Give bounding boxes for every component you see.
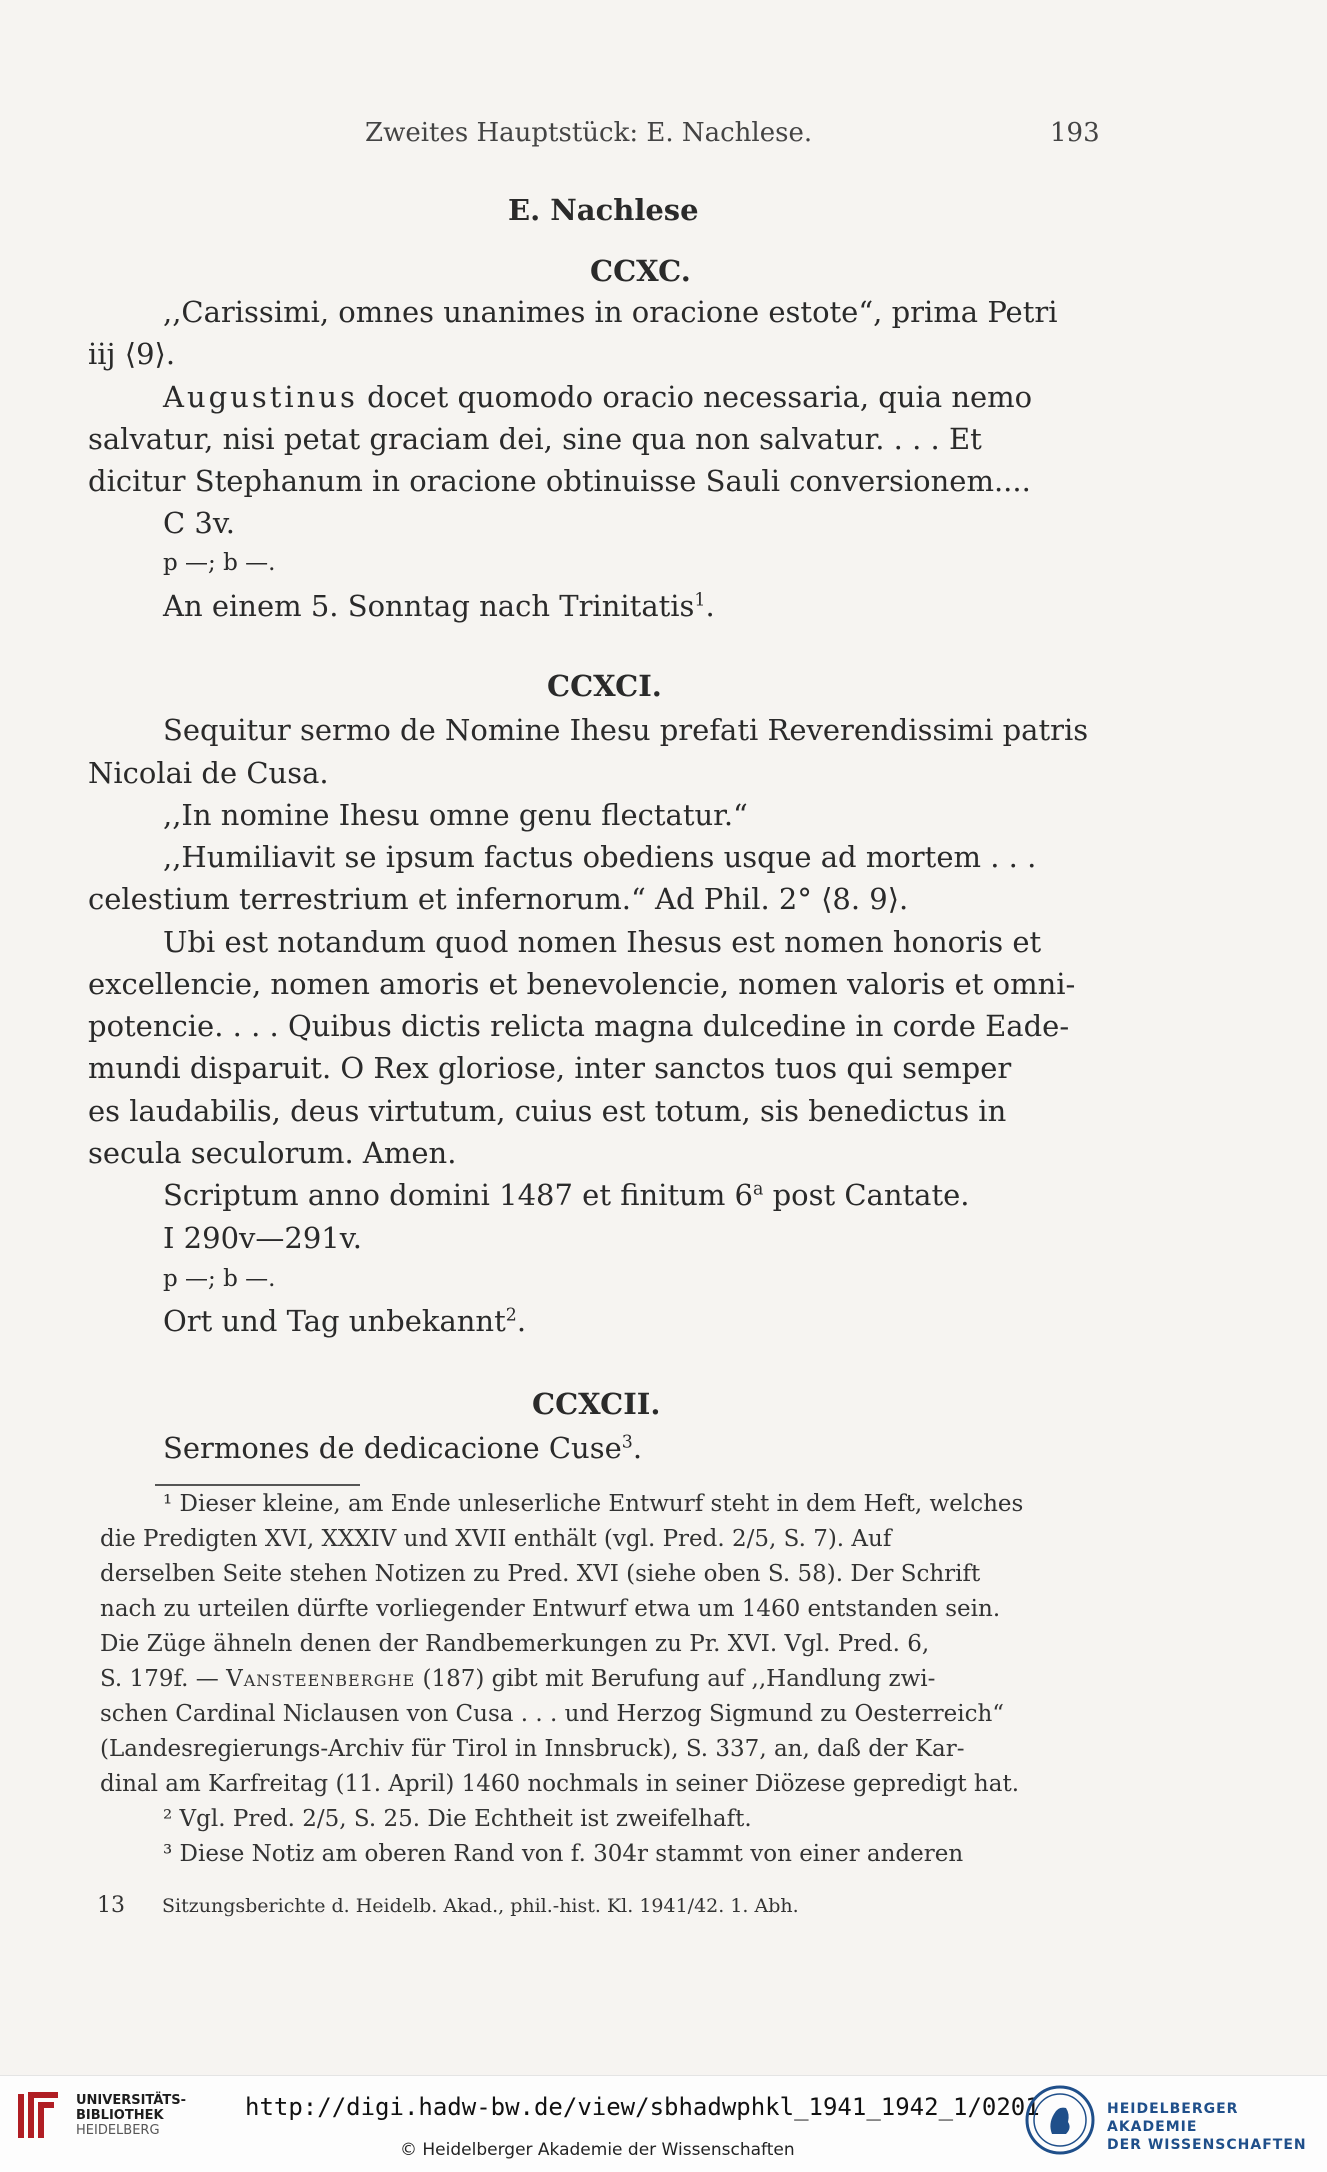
footnote-1-line: schen Cardinal Niclausen von Cusa . . . und Herzog Sigmund zu Oesterreich“ (100, 1701, 1005, 1727)
footnote-1-line: nach zu urteilen dürfte vorliegender Entwurf etwa um 1460 entstanden sein. (100, 1596, 1001, 1622)
sermon-291-date: Ort und Tag unbekannt$^2$. (163, 1304, 527, 1338)
author-name: Augustinus (163, 380, 358, 414)
sermon-291-line: ,,Humiliavit se ipsum factus obediens usque ad mortem . . . (163, 840, 1037, 874)
sermon-290-folio: C 3v. (163, 506, 236, 540)
sermon-291-line: Sequitur sermo de Nomine Ihesu prefati Reverendissimi patris (163, 713, 1089, 747)
footnote-1-line: S. 179f. — Vansteenberghe (187) gibt mit Berufung auf ,,Handlung zwi- (100, 1666, 936, 1692)
sermon-291-line: mundi disparuit. O Rex gloriose, inter sanctos tuos qui semper (88, 1051, 1012, 1085)
footnote-3: ³ Diese Notiz am oberen Rand von f. 304r stammt von einer anderen (163, 1841, 964, 1867)
footnote-1-line: ¹ Dieser kleine, am Ende unleserliche Entwurf steht in dem Heft, welches (163, 1491, 1024, 1517)
footnote-ref-2[interactable]: 2 (505, 1305, 517, 1326)
footnote-1-line: dinal am Karfreitag (11. April) 1460 nochmals in seiner Diözese gepredigt hat. (100, 1771, 1020, 1797)
footnote-2: ² Vgl. Pred. 2/5, S. 25. Die Echtheit ist zweifelhaft. (163, 1806, 752, 1832)
sermon-290-line: salvatur, nisi petat graciam dei, sine qua non salvatur. . . . Et (88, 422, 982, 456)
sermon-291-line: es laudabilis, deus virtutum, cuius est totum, sis benedictus in (88, 1094, 1007, 1128)
chapter-heading: E. Nachlese (508, 193, 699, 227)
sermon-290-date: An einem 5. Sonntag nach Trinitatis$^1$. (163, 589, 715, 623)
sermon-291-line: secula seculorum. Amen. (88, 1136, 457, 1170)
sermon-290-line: Augustinus docet quomodo oracio necessaria, quia nemo (163, 380, 1033, 414)
sermon-291-line: Nicolai de Cusa. (88, 756, 329, 790)
university-library-logo-icon[interactable] (14, 2086, 64, 2144)
sermon-291-line: celestium terrestrium et infernorum.“ Ad Phil. 2° ⟨8. 9⟩. (88, 882, 909, 916)
signature-number: 13 (97, 1893, 125, 1918)
academy-label: HEIDELBERGER AKADEMIE DER WISSENSCHAFTEN (1107, 2101, 1307, 2153)
academy-seal-icon[interactable] (1024, 2084, 1096, 2156)
sermon-291-folio: I 290v—291v. (163, 1221, 362, 1255)
cited-author: Vansteenberghe (226, 1666, 416, 1692)
sermon-291-line: ,,In nomine Ihesu omne genu flectatur.“ (163, 798, 748, 832)
running-head: Zweites Hauptstück: E. Nachlese. (365, 118, 813, 148)
sermon-290-line: iij ⟨9⟩. (88, 337, 176, 371)
footnote-1-line: Die Züge ähneln denen der Randbemerkungen zu Pr. XVI. Vgl. Pred. 6, (100, 1631, 930, 1657)
sermon-291-line: excellencie, nomen amoris et benevolencie, nomen valoris et omni- (88, 967, 1076, 1001)
footnote-divider (155, 1484, 360, 1486)
copyright-notice: © Heidelberger Akademie der Wissenschaften (400, 2140, 795, 2160)
footnote-ref-1[interactable]: 1 (694, 590, 706, 611)
sermon-292-title: CCXCII. (532, 1387, 661, 1421)
signature-text: Sitzungsberichte d. Heidelb. Akad., phil.-hist. Kl. 1941/42. 1. Abh. (162, 1895, 799, 1917)
sermon-290-refs: p —; b —. (163, 550, 276, 576)
sermon-292-line: Sermones de dedicacione Cuse$^3$. (163, 1431, 643, 1465)
sermon-291-line: Ubi est notandum quod nomen Ihesus est nomen honoris et (163, 925, 1042, 959)
sermon-290-line: dicitur Stephanum in oracione obtinuisse Sauli conversionem.... (88, 464, 1031, 498)
footnote-1-line: derselben Seite stehen Notizen zu Pred. XVI (siehe oben S. 58). Der Schrift (100, 1561, 981, 1587)
page-number: 193 (1050, 118, 1100, 148)
footnote-1-line: (Landesregierungs-Archiv für Tirol in Innsbruck), S. 337, an, daß der Kar- (100, 1736, 965, 1762)
sermon-291-line: potencie. . . . Quibus dictis relicta magna dulcedine in corde Eade- (88, 1009, 1070, 1043)
footnote-ref-3[interactable]: 3 (621, 1432, 633, 1453)
permalink-url[interactable]: http://digi.hadw-bw.de/view/sbhadwphkl_1941_1942_1/0201 (245, 2093, 1040, 2121)
university-library-label: UNIVERSITÄTS- BIBLIOTHEK HEIDELBERG (76, 2093, 186, 2138)
sermon-291-title: CCXCI. (547, 669, 662, 703)
sermon-291-colophon: Scriptum anno domini 1487 et finitum 6$^a$ post Cantate. (163, 1178, 970, 1212)
sermon-291-refs: p —; b —. (163, 1266, 276, 1292)
sermon-290-title: CCXC. (590, 254, 691, 288)
sermon-290-line: ,,Carissimi, omnes unanimes in oracione estote“, prima Petri (163, 295, 1058, 329)
footnote-1-line: die Predigten XVI, XXXIV und XVII enthält (vgl. Pred. 2/5, S. 7). Auf (100, 1526, 892, 1552)
